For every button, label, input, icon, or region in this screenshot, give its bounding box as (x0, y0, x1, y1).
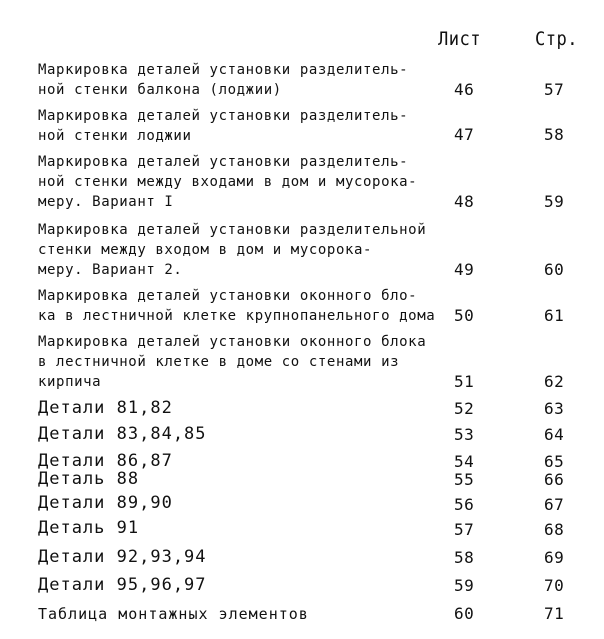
toc-entry-title-line: Детали 83,84,85 (38, 424, 207, 444)
toc-sheet-number: 52 (454, 399, 475, 418)
toc-entry-title-line: стенки между входом в дом и мусорока- (38, 242, 373, 258)
toc-sheet-number: 53 (454, 425, 475, 444)
toc-entry-title (38, 60, 448, 100)
toc-sheet-number: 60 (454, 604, 475, 623)
toc-page-number: 57 (544, 80, 565, 99)
toc-page-number: 63 (544, 399, 565, 418)
toc-entry-title (38, 423, 448, 445)
toc-entry-title-line: Детали 95,96,97 (38, 575, 207, 595)
toc-entry-title-line: Детали 92,93,94 (38, 547, 207, 567)
toc-sheet-number: 48 (454, 192, 475, 211)
sheet-column-header: Лист (438, 28, 481, 50)
toc-page-number: 60 (544, 260, 565, 279)
toc-entry-title (38, 492, 448, 514)
page-column-header: Стр. (535, 28, 578, 50)
toc-entry-title-line: Детали 81,82 (38, 398, 173, 418)
toc-entry-title-line: меру. Вариант 2. (38, 262, 183, 278)
toc-page-number: 62 (544, 372, 565, 391)
toc-sheet-number: 49 (454, 260, 475, 279)
toc-sheet-number: 59 (454, 576, 475, 595)
toc-page-number: 68 (544, 520, 565, 539)
toc-sheet-number: 47 (454, 125, 475, 144)
toc-entry-title (38, 220, 448, 280)
toc-entry-title-line: Маркировка деталей установки разделитель- (38, 62, 409, 78)
toc-entry-title-line: Маркировка деталей установки разделитель- (38, 108, 409, 124)
toc-page-number: 61 (544, 306, 565, 325)
toc-sheet-number: 46 (454, 80, 475, 99)
toc-page-number: 59 (544, 192, 565, 211)
toc-page-number: 65 (544, 452, 565, 471)
toc-sheet-number: 57 (454, 520, 475, 539)
toc-entry-title-line: кирпича (38, 374, 102, 390)
toc-entry-title (38, 332, 448, 392)
toc-entry-title (38, 152, 448, 212)
toc-sheet-number: 51 (454, 372, 475, 391)
toc-entry-title-line: Маркировка деталей установки разделительной (38, 222, 427, 238)
toc-entry-title (38, 106, 448, 146)
toc-entry-title-line: Детали 89,90 (38, 493, 173, 513)
toc-entry-title-line: ной стенки балкона (лоджии) (38, 82, 282, 98)
toc-entry-title-line: ной стенки лоджии (38, 128, 192, 144)
toc-entry-title-line: ной стенки между входами в дом и мусорока- (38, 174, 418, 190)
toc-page-number: 67 (544, 495, 565, 514)
toc-entry-title (38, 574, 448, 596)
toc-sheet-number: 58 (454, 548, 475, 567)
toc-entry-title (38, 546, 448, 568)
toc-entry-title (38, 517, 448, 539)
toc-entry-title-line: Детали 86,87 (38, 451, 173, 471)
toc-page-number: 70 (544, 576, 565, 595)
toc-page-number: 66 (544, 470, 565, 489)
toc-entry-title (38, 397, 448, 419)
toc-entry-title-line: ка в лестничной клетке крупнопанельного дома (38, 308, 436, 324)
toc-entry-title (38, 604, 448, 624)
toc-entry-title-line: меру. Вариант I (38, 194, 174, 210)
toc-page-number: 69 (544, 548, 565, 567)
toc-page-number: 71 (544, 604, 565, 623)
toc-sheet-number: 56 (454, 495, 475, 514)
toc-entry-title-line: Маркировка деталей установки оконного блока (38, 334, 427, 350)
toc-sheet-number: 50 (454, 306, 475, 325)
toc-page-number: 64 (544, 425, 565, 444)
toc-sheet-number: 55 (454, 470, 475, 489)
toc-entry-title-line: Таблица монтажных элементов (38, 605, 309, 623)
toc-entry-title-line: Маркировка деталей установки разделитель- (38, 154, 409, 170)
toc-entry-title-line: Деталь 91 (38, 518, 140, 538)
toc-page-number: 58 (544, 125, 565, 144)
toc-entry-title (38, 468, 448, 490)
toc-entry-title-line: Деталь 88 (38, 469, 140, 489)
toc-entry-title-line: в лестничной клетке в доме со стенами из (38, 354, 400, 370)
toc-sheet-number: 54 (454, 452, 475, 471)
toc-entry-title-line: Маркировка деталей установки оконного бло- (38, 288, 418, 304)
toc-entry-title (38, 286, 448, 326)
